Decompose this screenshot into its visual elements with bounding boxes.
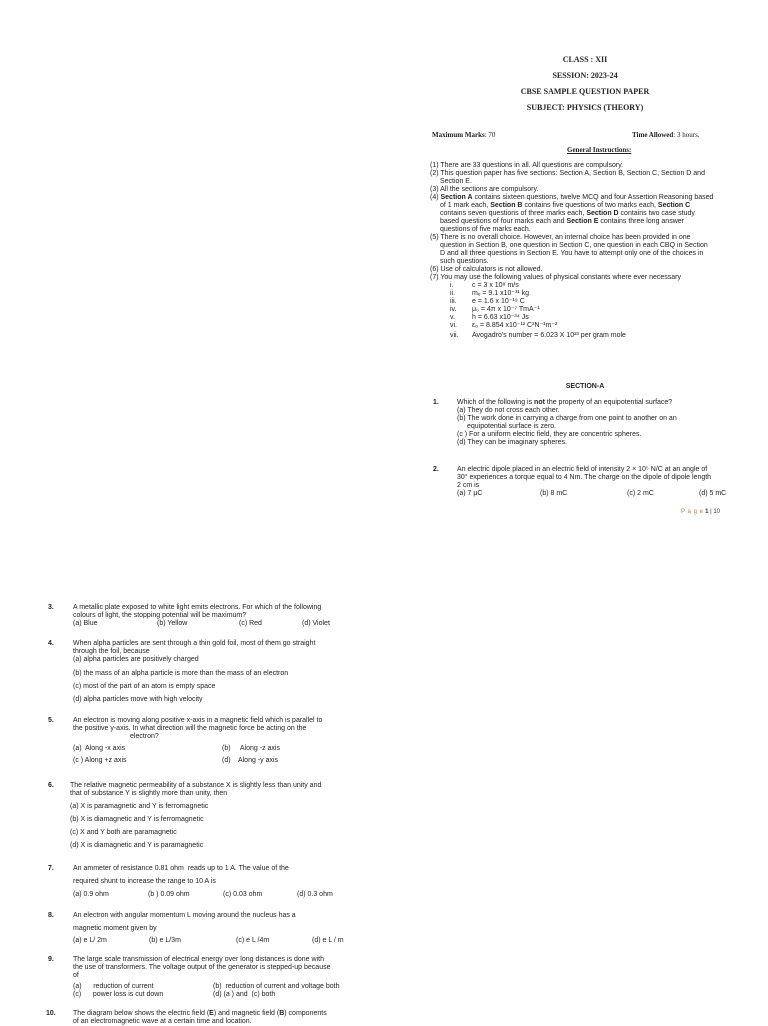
instruction-4: (4) Section A contains sixteen questions, twelve MCQ and four Assertion Reasoning based: [430, 194, 714, 201]
instruction-5-line2: question in Section B, one question in Section C, one question in each CBQ in Section: [440, 242, 708, 249]
option: (b) the mass of an alpha particle is more than the mass of an electron: [73, 670, 289, 677]
question-3: A metallic plate exposed to white light emits electrons. For which of the following colours of light, the stopping potential will be maximum? (a) Blue (b) Yellow (c) Red (d) Violet: [73, 604, 330, 627]
option: (d) alpha particles move with high velocity: [73, 696, 203, 703]
question-4: When alpha particles are sent through a thin gold foil, most of them go straight through the foil, because (a) alpha particles are positively charged (b) the mass of an alpha particle is more than the mass of an electron (c) most of the part of an atom is empty space (d) alpha particles move with high velocity: [73, 640, 316, 703]
question-1: Which of the following is not the property of an equipotential surface? (a) They do not cross each other. (b) The work done in carrying a charge from one point to another on an equipotential surface is zero. (c ) For a uniform electric field, they are concentric spheres. (d) They can be imaginary spheres.: [457, 399, 677, 446]
max-marks: Maximum Marks: 70: [432, 131, 496, 139]
instruction-5-line3: D and all three questions in Section E. You have to attempt only one of the choices in: [440, 250, 704, 257]
options-row: (a) Along -x axis (b) Along -z axis: [73, 745, 280, 752]
option: (b) X is diamagnetic and Y is ferromagnetic: [70, 816, 204, 823]
constant-item: ii. mₑ = 9.1 x10⁻³¹ kg: [450, 290, 530, 297]
question-number: 1.: [433, 399, 439, 406]
constant-item: vi. ε₀ = 8.854 x10⁻¹² C²N⁻¹m⁻²: [450, 322, 558, 329]
options-row: (a) 0.9 ohm (b ) 0.09 ohm (c) 0.03 ohm (d) 0.3 ohm: [73, 891, 333, 898]
options-row: (a) reduction of current (b) reduction of current and voltage both: [73, 983, 340, 990]
option: (a) alpha particles are positively charged: [73, 656, 199, 663]
constant-item: v. h = 6.63 x10⁻³⁴ Js: [450, 314, 529, 321]
question-number: 6.: [48, 782, 54, 789]
instruction-5: (5) There is no overall choice. However, an internal choice has been provided in one: [430, 234, 691, 241]
option: (c) most of the part of an atom is empty space: [73, 683, 216, 690]
time-allowed: Time Allowed: 3 hours.: [632, 131, 700, 139]
option: (b) The work done in carrying a charge from one point to another on an: [457, 415, 677, 422]
paper-title: CBSE SAMPLE QUESTION PAPER: [520, 87, 650, 96]
instruction-3: (3) All the sections are compulsory.: [430, 186, 539, 193]
constant-item: iii. e = 1.6 x 10⁻¹⁹ C: [450, 298, 525, 305]
question-6: The relative magnetic permeability of a substance X is slightly less than unity and that of substance Y is slightly more than unity, then (a) X is paramagnetic and Y is ferromagnetic (b) X is diamagnetic and Y is ferromagnetic (c) X and Y both are paramagnetic (d) X is diamagnetic and Y is paramagnetic: [70, 782, 322, 849]
class-line: CLASS : XII: [562, 55, 608, 64]
section-a-heading: SECTION-A: [565, 383, 605, 390]
question-8: An electron with angular momentum L moving around the nucleus has a magnetic moment given by (a) e L/ 2m (b) e L/3m (c) e L /4m (d) e L / m: [73, 912, 344, 944]
constant-item: vii. Avogadro's number = 6.023 X 10²³ per gram mole: [450, 332, 626, 339]
question-number: 5.: [48, 717, 54, 724]
question-5: An electron is moving along positive x-axis in a magnetic field which is parallel to the positive y-axis. In what direction will the magnetic force be acting on the electron? (a) Along -x axis (b) Along -z axis (c ) Along +z axis (d) Along -y axis: [73, 717, 323, 764]
option: (a) X is paramagnetic and Y is ferromagnetic: [70, 803, 209, 810]
instruction-2: (2) This question paper has five sections: Section A, Section B, Section C, Section D and: [430, 170, 705, 177]
question-2: An electric dipole placed in an electric field of intensity 2 × 10⁵ N/C at an angle of 30° experiences a torque equal to 4 Nm. The charge on the dipole of dipole length 2 cm is (a) 7 μC (b) 8 mC (c) 2 mC (d) 5 mC: [457, 466, 727, 497]
instruction-6: (6) Use of calculators is not allowed.: [430, 266, 543, 273]
options-row: (c ) Along +z axis (d) Along -y axis: [73, 757, 279, 764]
question-9: The large scale transmission of electrical energy over long distances is done with the use of transformers. The voltage output of the generator is stepped-up because of (a) reduction of current (b) reduction of current and voltage both (c) power loss is cut down (d) (a ) and (c) both: [73, 956, 340, 998]
instruction-4-line2: of 1 mark each, Section B contains five questions of two marks each, Section C: [440, 202, 691, 209]
constant-item: i. c = 3 x 10⁸ m/s: [450, 282, 519, 289]
question-10: The diagram below shows the electric field (E) and magnetic field (B) components of an electromagnetic wave at a certain time and location.: [73, 1010, 327, 1025]
constants-list: [430, 282, 713, 340]
instructions-title: General Instructions:: [567, 146, 632, 154]
constant-item: iv. μ₀ = 4π x 10⁻⁷ TmA⁻¹: [450, 306, 540, 313]
instruction-4-line5: questions of five marks each.: [440, 226, 531, 233]
instruction-4-line3: contains seven questions of three marks each, Section D contains two case study: [440, 210, 695, 217]
question-7: An ammeter of resistance 0.81 ohm reads up to 1 A. The value of the required shunt to increase the range to 10 A is (a) 0.9 ohm (b ) 0.09 ohm (c) 0.03 ohm (d) 0.3 ohm: [73, 865, 333, 898]
instruction-4-line4: based questions of four marks each and Section E contains three long answer: [440, 218, 684, 225]
instruction-2-cont: Section E.: [440, 178, 472, 185]
session-line: SESSION: 2023-24: [552, 71, 618, 80]
page-footer: P a g e 1 | 10: [681, 509, 721, 515]
options-row: (a) Blue (b) Yellow (c) Red (d) Violet: [73, 620, 330, 627]
subject-line: SUBJECT: PHYSICS (THEORY): [526, 103, 644, 112]
instruction-5-line4: such questions.: [440, 258, 489, 265]
options-row: (a) e L/ 2m (b) e L/3m (c) e L /4m (d) e L / m: [73, 937, 344, 944]
question-number: 9.: [48, 956, 54, 963]
question-number: 8.: [48, 912, 54, 919]
question-number: 4.: [48, 640, 54, 647]
question-number: 10.: [46, 1010, 56, 1017]
option: (c) X and Y both are paramagnetic: [70, 829, 177, 836]
instruction-7: (7) You may use the following values of physical constants where ever necessary: [430, 274, 681, 281]
question-number: 7.: [48, 865, 54, 872]
instructions-list: [430, 162, 713, 340]
option: (a) They do not cross each other.: [457, 407, 560, 414]
instruction-1: (1) There are 33 questions in all. All questions are compulsory.: [430, 162, 624, 169]
option: (d) X is diamagnetic and Y is paramagnetic: [70, 842, 204, 849]
option: (d) They can be imaginary spheres.: [457, 439, 567, 446]
options-row: (c) power loss is cut down (d) (a ) and (c) both: [73, 991, 276, 998]
option: (c ) For a uniform electric field, they are concentric spheres.: [457, 431, 642, 438]
question-number: 3.: [48, 604, 54, 611]
options-row: (a) 7 μC (b) 8 mC (c) 2 mC (d) 5 mC: [457, 490, 727, 497]
question-number: 2.: [433, 466, 439, 473]
